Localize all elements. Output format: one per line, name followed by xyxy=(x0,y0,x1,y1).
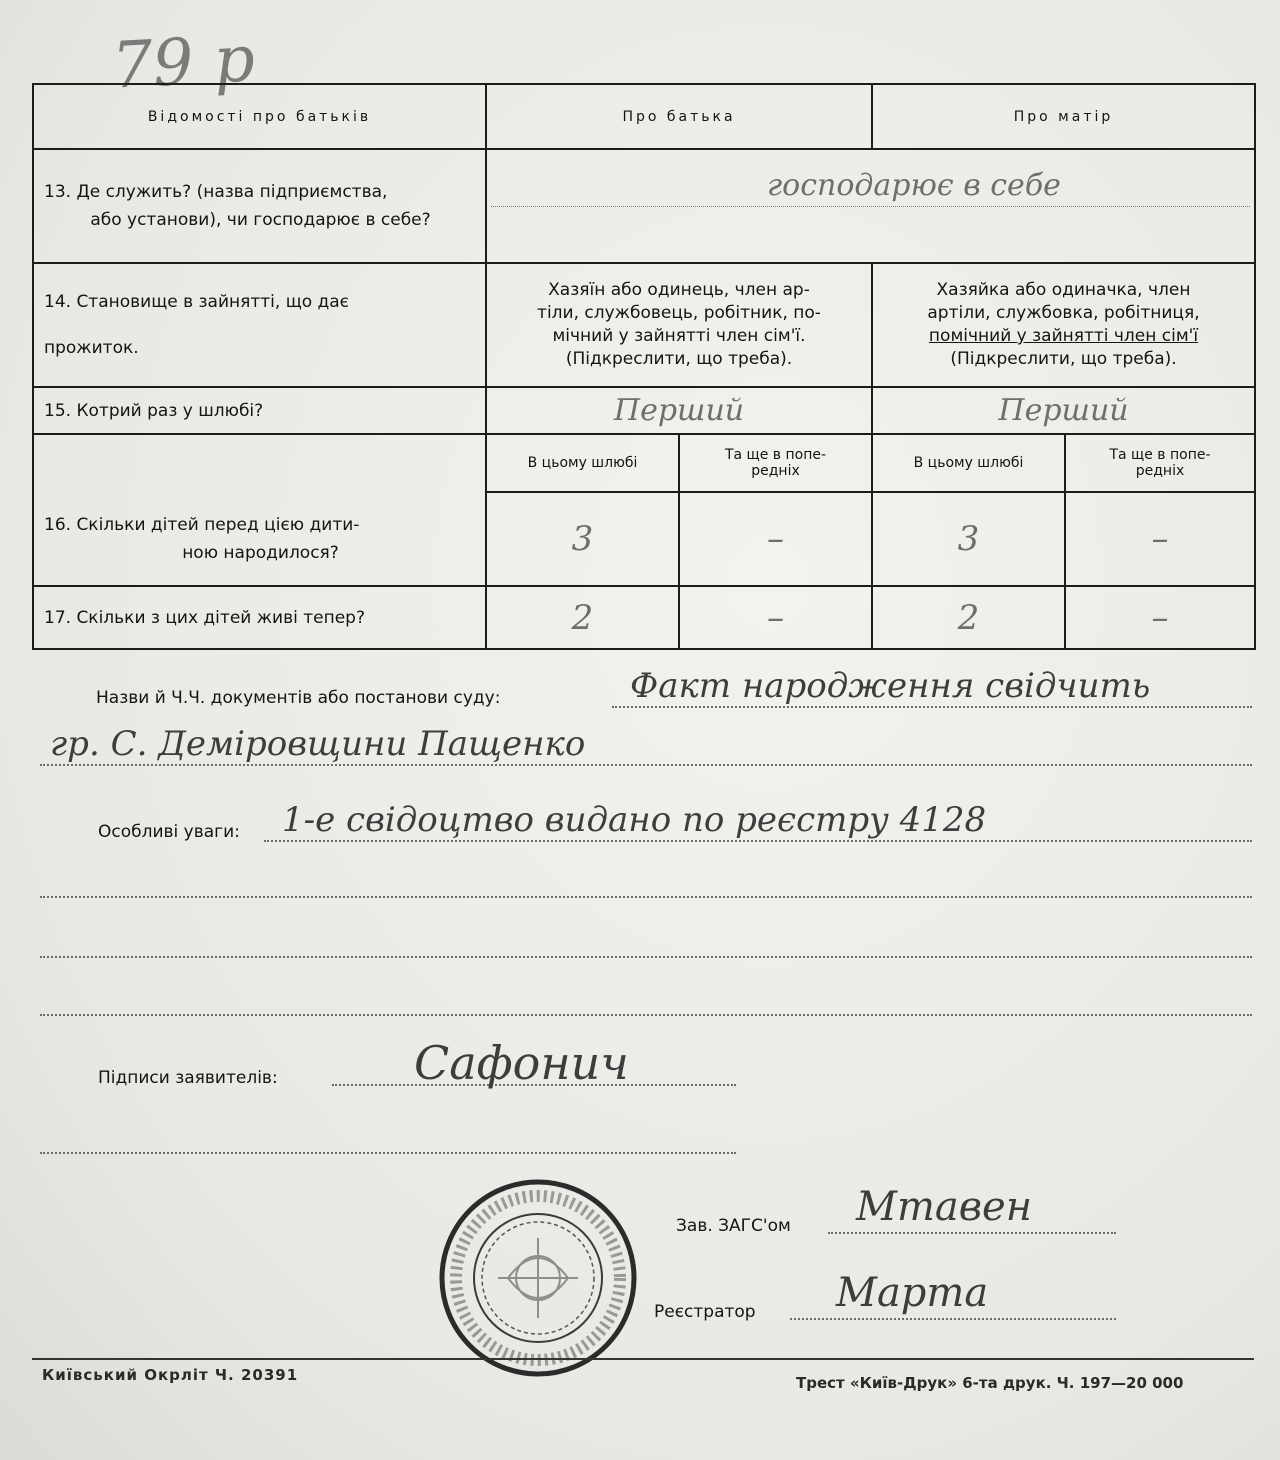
father-this-marriage-header: В цьому шлюбі xyxy=(486,434,679,492)
registrar-signature: Марта xyxy=(836,1270,989,1316)
q16-father-this: 3 xyxy=(486,492,679,586)
registrar-label: Реєстратор xyxy=(654,1302,756,1322)
table-header-row xyxy=(33,84,1255,149)
q14-father-options: Хазяїн або одинець, член ар- тіли, службовець, робітник, по- мічний у зайнятті член сім'ї. (Підкреслити, що треба). xyxy=(486,263,872,387)
row-q17 xyxy=(33,586,1255,649)
q17-mother-prev: – xyxy=(1065,586,1255,649)
applicant-signature: Сафонич xyxy=(414,1036,629,1090)
remarks-dotted-line-3 xyxy=(40,956,1252,958)
q16-mother-prev: – xyxy=(1065,492,1255,586)
q14-label: 14. Становище в зайнятті, що дає прожиток. xyxy=(33,263,486,387)
footer-printer-right: Трест «Київ-Друк» 6-та друк. Ч. 197—20 000 xyxy=(796,1374,1184,1392)
office-seal-stamp xyxy=(438,1178,638,1378)
q15-father-answer: Перший xyxy=(486,387,872,434)
registry-head-signature: Мтавен xyxy=(856,1184,1033,1230)
documents-value-line1: Факт народження свідчить xyxy=(630,666,1151,706)
row-q14 xyxy=(33,263,1255,387)
q16-mother-this: 3 xyxy=(872,492,1065,586)
remarks-value: 1-е свідоцтво видано по реєстру 4128 xyxy=(282,800,987,840)
documents-dotted-line-2 xyxy=(40,764,1252,766)
header-mother: Про матір xyxy=(872,84,1255,149)
q16-father-prev: – xyxy=(679,492,872,586)
remarks-dotted-line-2 xyxy=(40,896,1252,898)
page-number-handwritten: 79 р xyxy=(110,22,257,104)
footer-publisher-left: Київський Окрліт Ч. 20391 xyxy=(42,1366,299,1384)
footer-rule xyxy=(32,1358,1254,1360)
signatures-label: Підписи заявителів: xyxy=(98,1068,278,1088)
row-q15 xyxy=(33,387,1255,434)
signatures-dotted-line-2 xyxy=(40,1152,736,1154)
q17-label: 17. Скільки з цих дітей живі тепер? xyxy=(33,586,486,649)
q15-mother-answer: Перший xyxy=(872,387,1255,434)
mother-this-marriage-header: В цьому шлюбі xyxy=(872,434,1065,492)
q13-answer-cell xyxy=(486,149,1255,263)
mother-previous-marriages-header: Та ще в попе- редніх xyxy=(1065,434,1255,492)
q16-label: 16. Скільки дітей перед цією дити- ною народилося? xyxy=(33,434,486,586)
parents-info-table xyxy=(32,83,1256,650)
documents-dotted-line-1 xyxy=(612,706,1252,708)
documents-label: Назви й Ч.Ч. документів або постанови суду: xyxy=(96,688,501,708)
q13-label: 13. Де служить? (назва підприємства, або установи), чи господарює в себе? xyxy=(33,149,486,263)
q17-father-prev: – xyxy=(679,586,872,649)
header-parents-info: Відомості про батьків xyxy=(33,84,486,149)
q17-father-this: 2 xyxy=(486,586,679,649)
remarks-dotted-line-4 xyxy=(40,1014,1252,1016)
registry-head-label: Зав. ЗАГС'ом xyxy=(676,1216,791,1236)
q15-label: 15. Котрий раз у шлюбі? xyxy=(33,387,486,434)
row-q13 xyxy=(33,149,1255,263)
q13-dotted-line xyxy=(491,206,1250,207)
remarks-dotted-line-1 xyxy=(264,840,1252,842)
documents-value-line2: гр. С. Деміровщини Пащенко xyxy=(50,724,586,764)
row-q16-subheaders xyxy=(33,434,1255,492)
remarks-label: Особливі уваги: xyxy=(98,822,240,842)
q13-answer: господарює в себе xyxy=(767,168,1061,203)
registrar-dotted-line xyxy=(790,1318,1116,1320)
q14-mother-options: Хазяйка або одиначка, член артіли, службовка, робітниця, помічний у зайнятті член сім'ї (Підкреслити, що треба). xyxy=(872,263,1255,387)
registry-head-dotted-line xyxy=(828,1232,1116,1234)
q17-mother-this: 2 xyxy=(872,586,1065,649)
header-father: Про батька xyxy=(486,84,872,149)
father-previous-marriages-header: Та ще в попе- редніх xyxy=(679,434,872,492)
